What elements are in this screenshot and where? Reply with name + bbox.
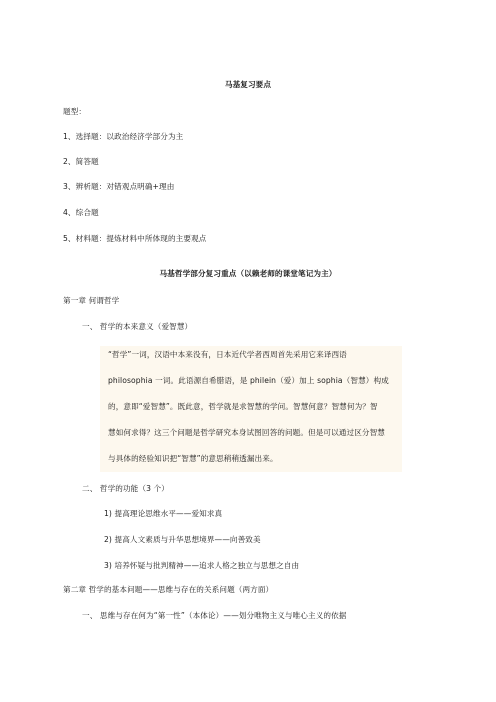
document-title: 马基复习要点 — [224, 80, 272, 89]
function-item: 3) 培养怀疑与批判精神——追求人格之独立与思想之自由 — [104, 561, 300, 570]
quote-line: 与具体的经验知识把“智慧”的意思稍稍透漏出来。 — [108, 454, 278, 463]
question-type-item: 2、简答题 — [63, 157, 99, 166]
section-title: 马基哲学部分复习重点（以赖老师的课堂笔记为主） — [159, 269, 337, 278]
chapter-1-section-1-title: 一、 哲学的本来意义（爱智慧） — [82, 322, 193, 331]
quote-line: 的，意即“爱智慧”。既此意，哲学就是求智慧的学问。智慧何意？智慧何为？智 — [108, 402, 378, 411]
question-type-item: 4、综合题 — [63, 208, 99, 217]
chapter-1-section-2-title: 二、 哲学的功能（3 个） — [82, 484, 169, 493]
question-type-item: 1、选择题：以政治经济学部分为主 — [63, 132, 184, 141]
function-item: 2) 提高人文素质与升华思想境界——向善致美 — [104, 535, 261, 544]
quote-line: 慧如何求得？这三个问题是哲学研究本身试图回答的问题。但是可以通过区分智慧 — [108, 428, 385, 437]
quote-line: “哲学”一词，汉语中本来没有，日本近代学者西周首先采用它来译西语 — [108, 350, 347, 359]
quote-line: philosophia 一词。此语源自希腊语，是 philein（爱）加上 sophia（智慧）构成 — [108, 376, 389, 385]
question-type-item: 5、材料题：提炼材料中所体现的主要观点 — [63, 234, 207, 243]
question-type-item: 3、辨析题：对错观点明确+理由 — [63, 182, 175, 191]
question-types-label: 题型： — [63, 107, 87, 116]
chapter-1-title: 第一章 何谓哲学 — [63, 296, 120, 305]
chapter-2-title: 第二章 哲学的基本问题——思维与存在的关系问题（两方面） — [63, 585, 274, 594]
chapter-2-section-1-title: 一、 思维与存在何为“第一性”（本体论）——划分唯物主义与唯心主义的依据 — [82, 611, 347, 620]
function-item: 1) 提高理论思维水平——爱知求真 — [104, 509, 223, 518]
